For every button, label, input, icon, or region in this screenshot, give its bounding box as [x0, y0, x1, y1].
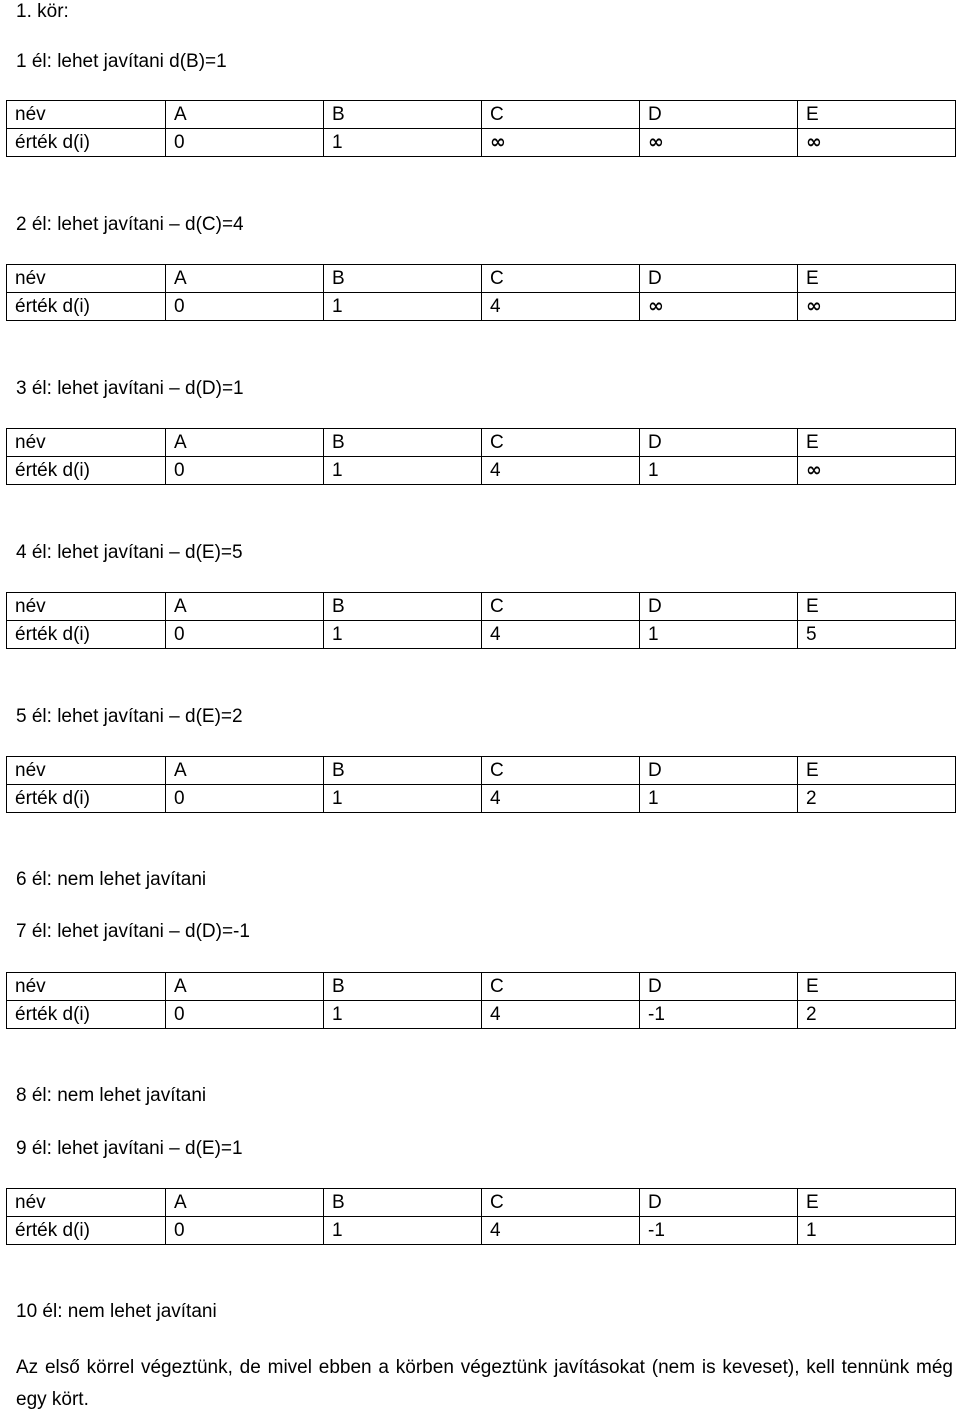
header-row [7, 757, 956, 785]
header-label: név [7, 973, 166, 1001]
value-d: 1 [640, 621, 798, 649]
distance-table-2 [6, 264, 956, 321]
value-b: 1 [324, 129, 482, 157]
node-e: E [798, 101, 956, 129]
value-label: érték d(i) [7, 293, 166, 321]
node-a: A [166, 1189, 324, 1217]
node-b: B [324, 101, 482, 129]
node-d: D [640, 973, 798, 1001]
value-label: érték d(i) [7, 129, 166, 157]
value-e: ∞ [798, 293, 956, 321]
value-row [7, 621, 956, 649]
distance-table-5 [6, 756, 956, 813]
value-label: érték d(i) [7, 785, 166, 813]
node-b: B [324, 429, 482, 457]
value-a: 0 [166, 1217, 324, 1245]
node-c: C [482, 101, 640, 129]
value-e: 5 [798, 621, 956, 649]
value-a: 0 [166, 1001, 324, 1029]
value-b: 1 [324, 785, 482, 813]
node-e: E [798, 429, 956, 457]
header-label: név [7, 265, 166, 293]
value-row [7, 1217, 956, 1245]
step-1-text: 1 él: lehet javítani d(B)=1 [16, 51, 227, 72]
step-5-text: 5 él: lehet javítani – d(E)=2 [16, 706, 243, 727]
node-b: B [324, 1189, 482, 1217]
value-b: 1 [324, 1217, 482, 1245]
step-3-text: 3 él: lehet javítani – d(D)=1 [16, 378, 244, 399]
node-a: A [166, 265, 324, 293]
distance-table-4 [6, 592, 956, 649]
value-e: 1 [798, 1217, 956, 1245]
node-b: B [324, 265, 482, 293]
node-e: E [798, 973, 956, 1001]
value-e: 2 [798, 1001, 956, 1029]
step-8-text: 8 él: nem lehet javítani [16, 1085, 207, 1106]
node-a: A [166, 973, 324, 1001]
value-d: -1 [640, 1001, 798, 1029]
value-a: 0 [166, 129, 324, 157]
header-label: név [7, 593, 166, 621]
node-c: C [482, 973, 640, 1001]
node-c: C [482, 757, 640, 785]
header-row [7, 429, 956, 457]
value-c: 4 [482, 785, 640, 813]
step-10-text: 10 él: nem lehet javítani [16, 1301, 217, 1322]
step-6-text: 6 él: nem lehet javítani [16, 869, 207, 890]
node-a: A [166, 593, 324, 621]
value-b: 1 [324, 293, 482, 321]
node-b: B [324, 973, 482, 1001]
value-a: 0 [166, 621, 324, 649]
node-d: D [640, 265, 798, 293]
value-c: 4 [482, 457, 640, 485]
value-b: 1 [324, 621, 482, 649]
value-label: érték d(i) [7, 1001, 166, 1029]
value-d: 1 [640, 457, 798, 485]
step-2-text: 2 él: lehet javítani – d(C)=4 [16, 214, 244, 235]
node-a: A [166, 101, 324, 129]
header-row [7, 101, 956, 129]
node-e: E [798, 265, 956, 293]
value-label: érték d(i) [7, 1217, 166, 1245]
node-d: D [640, 757, 798, 785]
value-c: 4 [482, 1001, 640, 1029]
value-e: ∞ [798, 129, 956, 157]
distance-table-3 [6, 428, 956, 485]
value-row [7, 785, 956, 813]
node-a: A [166, 429, 324, 457]
step-7-text: 7 él: lehet javítani – d(D)=-1 [16, 921, 250, 942]
header-label: név [7, 429, 166, 457]
node-c: C [482, 593, 640, 621]
value-a: 0 [166, 293, 324, 321]
header-row [7, 1189, 956, 1217]
distance-table-1 [6, 100, 956, 157]
value-row [7, 1001, 956, 1029]
value-d: ∞ [640, 129, 798, 157]
header-row [7, 265, 956, 293]
value-c: 4 [482, 293, 640, 321]
header-row [7, 973, 956, 1001]
value-b: 1 [324, 457, 482, 485]
value-b: 1 [324, 1001, 482, 1029]
value-row [7, 129, 956, 157]
node-b: B [324, 593, 482, 621]
value-d: -1 [640, 1217, 798, 1245]
value-row [7, 457, 956, 485]
node-a: A [166, 757, 324, 785]
node-c: C [482, 265, 640, 293]
value-d: 1 [640, 785, 798, 813]
value-row [7, 293, 956, 321]
step-9-text: 9 él: lehet javítani – d(E)=1 [16, 1138, 243, 1159]
value-c: ∞ [482, 129, 640, 157]
step-4-text: 4 él: lehet javítani – d(E)=5 [16, 542, 243, 563]
value-a: 0 [166, 785, 324, 813]
value-c: 4 [482, 621, 640, 649]
header-label: név [7, 1189, 166, 1217]
header-label: név [7, 101, 166, 129]
value-e: 2 [798, 785, 956, 813]
value-a: 0 [166, 457, 324, 485]
node-e: E [798, 593, 956, 621]
value-label: érték d(i) [7, 457, 166, 485]
node-c: C [482, 1189, 640, 1217]
node-b: B [324, 757, 482, 785]
header-label: név [7, 757, 166, 785]
round-heading: 1. kör: [16, 1, 69, 22]
node-c: C [482, 429, 640, 457]
value-label: érték d(i) [7, 621, 166, 649]
distance-table-6 [6, 972, 956, 1029]
node-d: D [640, 593, 798, 621]
node-d: D [640, 101, 798, 129]
distance-table-7 [6, 1188, 956, 1245]
node-d: D [640, 1189, 798, 1217]
node-e: E [798, 757, 956, 785]
value-e: ∞ [798, 457, 956, 485]
header-row [7, 593, 956, 621]
value-c: 4 [482, 1217, 640, 1245]
conclusion-paragraph: Az első körrel végeztünk, de mivel ebben a körben végeztünk javításokat (nem is keveset), kell tennünk még egy kört. [16, 1357, 953, 1410]
node-e: E [798, 1189, 956, 1217]
value-d: ∞ [640, 293, 798, 321]
node-d: D [640, 429, 798, 457]
